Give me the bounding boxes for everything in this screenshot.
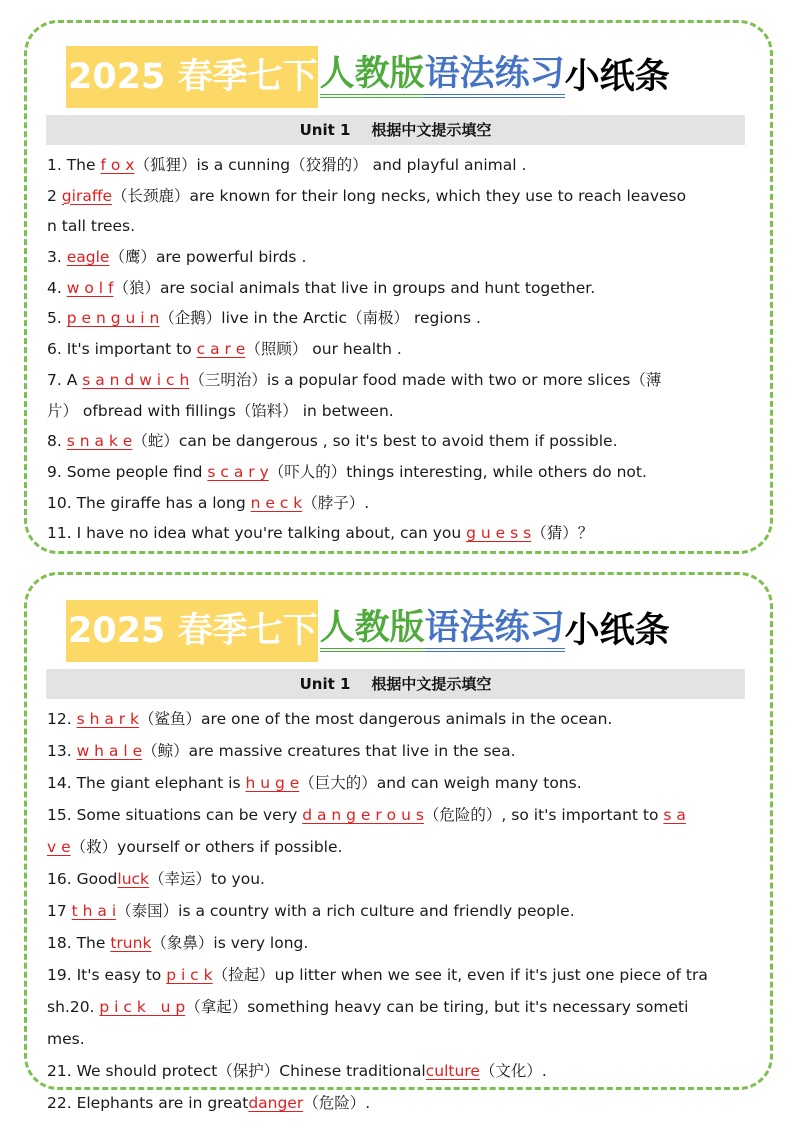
answer-blank: c a r e xyxy=(196,340,246,359)
exercise-line: 12. s h a r k（鲨鱼）are one of the most dangerous animals in the ocean. xyxy=(47,710,613,728)
answer-blank: h u g e xyxy=(245,774,300,792)
title-subject: 语法练习 xyxy=(425,611,565,652)
answer-blank: p e n g u i n xyxy=(66,309,160,328)
title-suffix: 小纸条 xyxy=(564,56,670,97)
worksheet-title-1 xyxy=(66,46,670,108)
exercise-line: v e（救）yourself or others if possible. xyxy=(47,838,343,856)
answer-blank: p i c k u p xyxy=(99,998,186,1016)
worksheet-title-2 xyxy=(66,600,670,662)
exercise-line: n tall trees. xyxy=(47,217,136,236)
answer-blank: s a n d w i c h xyxy=(82,370,190,389)
exercise-line: 15. Some situations can be very d a n g e r o u s（危险的）, so it's important to s a xyxy=(47,806,686,824)
title-edition: 人教版 xyxy=(320,57,425,98)
exercise-line: 17 t h a i（泰国）is a country with a rich culture and friendly people. xyxy=(47,902,575,920)
title-subject: 语法练习 xyxy=(425,57,565,98)
exercise-line: 19. It's easy to p i c k（捡起）up litter when we see it, even if it's just one piece of tra xyxy=(47,966,708,984)
answer-blank: luck xyxy=(117,870,150,888)
answer-blank: trunk xyxy=(110,934,152,952)
title-suffix: 小纸条 xyxy=(564,610,670,651)
answer-blank: d a n g e r o u s xyxy=(302,806,424,824)
exercise-line: 8. s n a k e（蛇）can be dangerous , so it's best to avoid them if possible. xyxy=(47,432,618,451)
exercise-line: 1. The f o x（狐狸）is a cunning（狡猾的） and playful animal . xyxy=(47,156,527,174)
exercise-line: 11. I have no idea what you're talking about, can you g u e s s（猜）？ xyxy=(47,524,594,543)
answer-blank: n e c k xyxy=(250,493,303,512)
exercise-line: 6. It's important to c a r e（照顾） our health . xyxy=(47,340,402,359)
answer-blank: culture xyxy=(425,1062,480,1080)
section-heading-2: Unit 1 根据中文提示填空 xyxy=(46,669,745,699)
exercise-line: 4. w o l f（狼）are social animals that live in groups and hunt together. xyxy=(47,278,596,297)
exercise-line: 7. A s a n d w i c h（三明治）is a popular food made with two or more slices（薄 xyxy=(47,370,662,389)
title-year: 2025 春季七下 xyxy=(66,600,318,662)
answer-blank: t h a i xyxy=(71,902,117,920)
answer-blank: v e xyxy=(47,838,71,856)
title-edition: 人教版 xyxy=(320,611,425,652)
exercise-line: 16. Goodluck（幸运）to you. xyxy=(47,870,265,888)
exercise-line: 9. Some people find s c a r y（吓人的）things interesting, while others do not. xyxy=(47,462,647,481)
exercise-line: 片） ofbread with fillings（馅料） in between. xyxy=(47,401,394,420)
answer-blank: giraffe xyxy=(61,186,113,205)
exercise-line: 18. The trunk（象鼻）is very long. xyxy=(47,934,309,952)
answer-blank: s n a k e xyxy=(66,432,133,451)
answer-blank: f o x xyxy=(100,156,135,174)
exercise-line: 14. The giant elephant is h u g e（巨大的）and can weigh many tons. xyxy=(47,774,582,792)
section-heading-1: Unit 1 根据中文提示填空 xyxy=(46,115,745,145)
exercise-list-1 xyxy=(47,150,747,549)
exercise-line: mes. xyxy=(47,1030,85,1048)
exercise-line: 21. We should protect（保护）Chinese traditionalculture（文化）. xyxy=(47,1062,547,1080)
answer-blank: eagle xyxy=(66,248,110,267)
exercise-line: 22. Elephants are in greatdanger（危险）. xyxy=(47,1094,371,1112)
exercise-list-2 xyxy=(47,703,747,1119)
answer-blank: w h a l e xyxy=(76,742,143,760)
exercise-line: 5. p e n g u i n（企鹅）live in the Arctic（南极） regions . xyxy=(47,309,481,328)
exercise-line: 10. The giraffe has a long n e c k（脖子）. xyxy=(47,493,370,512)
exercise-line: sh.20. p i c k u p（拿起）something heavy can be tiring, but it's necessary someti xyxy=(47,998,689,1016)
answer-blank: w o l f xyxy=(66,278,114,297)
exercise-line: 2 giraffe（长颈鹿）are known for their long necks, which they use to reach leaveso xyxy=(47,186,687,205)
answer-blank: g u e s s xyxy=(466,524,532,543)
answer-blank: p i c k xyxy=(166,966,213,984)
answer-blank: danger xyxy=(248,1094,304,1112)
answer-blank: s h a r k xyxy=(76,710,140,728)
title-year: 2025 春季七下 xyxy=(66,46,318,108)
answer-blank: s a xyxy=(663,806,686,824)
exercise-line: 3. eagle（鹰）are powerful birds . xyxy=(47,248,307,267)
exercise-line: 13. w h a l e（鲸）are massive creatures that live in the sea. xyxy=(47,742,516,760)
answer-blank: s c a r y xyxy=(207,462,269,481)
